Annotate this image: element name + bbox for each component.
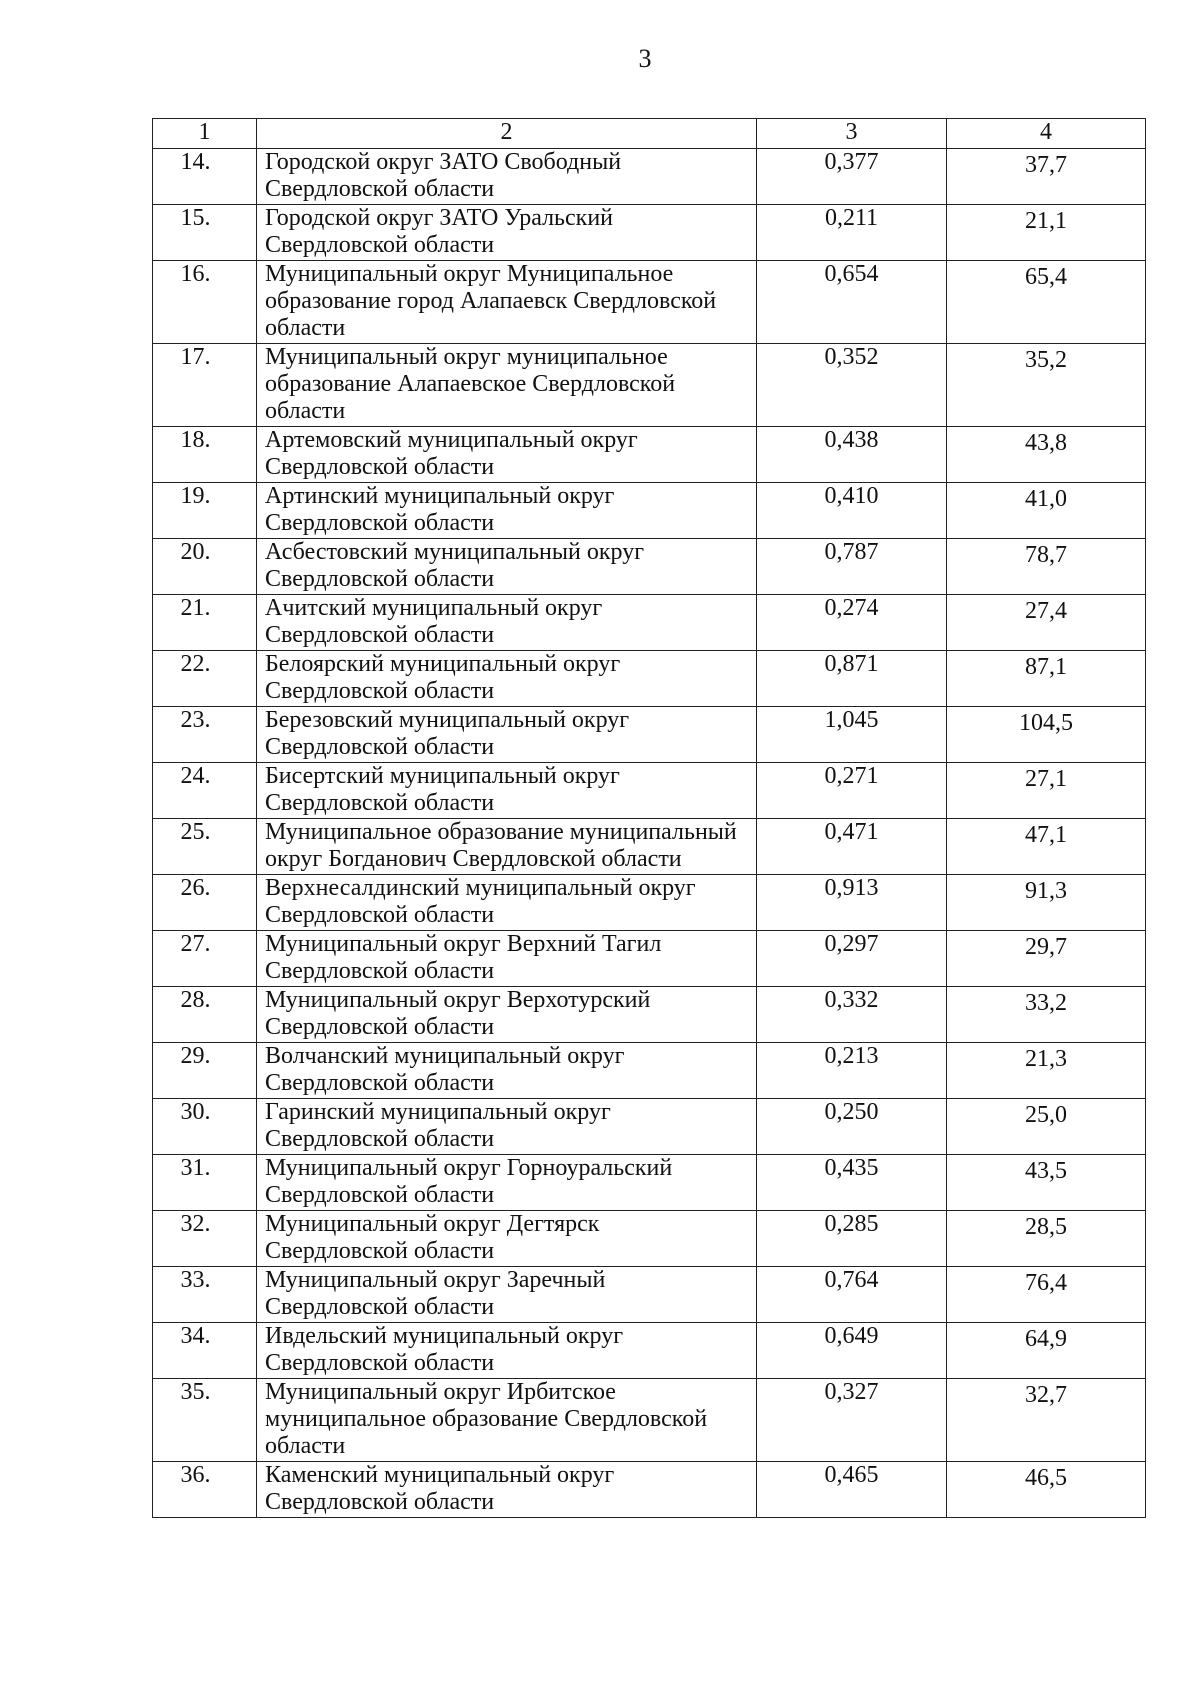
row-number: 21. — [153, 595, 257, 651]
percent-value: 33,2 — [947, 987, 1146, 1043]
coefficient-value: 0,871 — [757, 651, 947, 707]
percent-value: 47,1 — [947, 819, 1146, 875]
coefficient-value: 0,211 — [757, 205, 947, 261]
municipality-name: Муниципальный округ Ирбитское муниципальное образование Свердловской области — [257, 1379, 757, 1462]
row-number: 36. — [153, 1462, 257, 1518]
percent-value: 43,5 — [947, 1155, 1146, 1211]
table-row — [153, 539, 1146, 595]
percent-value: 65,4 — [947, 261, 1146, 344]
table-row — [153, 651, 1146, 707]
row-number: 18. — [153, 427, 257, 483]
municipality-name: Артинский муниципальный округ Свердловской области — [257, 483, 757, 539]
row-number: 20. — [153, 539, 257, 595]
percent-value: 32,7 — [947, 1379, 1146, 1462]
percent-value: 64,9 — [947, 1323, 1146, 1379]
table-body — [153, 119, 1146, 1518]
table-row — [153, 1211, 1146, 1267]
table-row — [153, 149, 1146, 205]
header-cell: 3 — [757, 119, 947, 149]
municipality-name: Каменский муниципальный округ Свердловской области — [257, 1462, 757, 1518]
percent-value: 27,4 — [947, 595, 1146, 651]
municipality-name: Муниципальный округ Дегтярск Свердловской области — [257, 1211, 757, 1267]
coefficient-value: 0,213 — [757, 1043, 947, 1099]
coefficient-value: 0,271 — [757, 763, 947, 819]
table-row — [153, 1043, 1146, 1099]
municipality-name: Ивдельский муниципальный округ Свердловской области — [257, 1323, 757, 1379]
table-row — [153, 875, 1146, 931]
percent-value: 91,3 — [947, 875, 1146, 931]
header-cell: 1 — [153, 119, 257, 149]
table-row — [153, 1099, 1146, 1155]
coefficient-value: 0,332 — [757, 987, 947, 1043]
municipality-name: Муниципальный округ Заречный Свердловской области — [257, 1267, 757, 1323]
table-row — [153, 1462, 1146, 1518]
percent-value: 25,0 — [947, 1099, 1146, 1155]
row-number: 32. — [153, 1211, 257, 1267]
row-number: 25. — [153, 819, 257, 875]
coefficient-value: 0,352 — [757, 344, 947, 427]
municipality-name: Верхнесалдинский муниципальный округ Свердловской области — [257, 875, 757, 931]
table-row — [153, 1267, 1146, 1323]
row-number: 35. — [153, 1379, 257, 1462]
table-row — [153, 1323, 1146, 1379]
percent-value: 27,1 — [947, 763, 1146, 819]
coefficient-value: 0,465 — [757, 1462, 947, 1518]
municipality-name: Белоярский муниципальный округ Свердловской области — [257, 651, 757, 707]
percent-value: 35,2 — [947, 344, 1146, 427]
municipality-name: Асбестовский муниципальный округ Свердловской области — [257, 539, 757, 595]
table-row — [153, 427, 1146, 483]
header-cell: 4 — [947, 119, 1146, 149]
municipality-name: Муниципальное образование муниципальный округ Богданович Свердловской области — [257, 819, 757, 875]
table-header-row — [153, 119, 1146, 149]
row-number: 29. — [153, 1043, 257, 1099]
percent-value: 46,5 — [947, 1462, 1146, 1518]
row-number: 16. — [153, 261, 257, 344]
coefficient-value: 0,377 — [757, 149, 947, 205]
coefficient-value: 1,045 — [757, 707, 947, 763]
percent-value: 21,1 — [947, 205, 1146, 261]
percent-value: 43,8 — [947, 427, 1146, 483]
percent-value: 104,5 — [947, 707, 1146, 763]
table-row — [153, 595, 1146, 651]
row-number: 22. — [153, 651, 257, 707]
percent-value: 37,7 — [947, 149, 1146, 205]
table-row — [153, 1379, 1146, 1462]
row-number: 31. — [153, 1155, 257, 1211]
percent-value: 87,1 — [947, 651, 1146, 707]
row-number: 24. — [153, 763, 257, 819]
row-number: 26. — [153, 875, 257, 931]
row-number: 19. — [153, 483, 257, 539]
coefficient-value: 0,654 — [757, 261, 947, 344]
municipality-name: Муниципальный округ Верхний Тагил Свердловской области — [257, 931, 757, 987]
row-number: 17. — [153, 344, 257, 427]
table-row — [153, 483, 1146, 539]
row-number: 34. — [153, 1323, 257, 1379]
coefficient-value: 0,435 — [757, 1155, 947, 1211]
table-row — [153, 987, 1146, 1043]
percent-value: 41,0 — [947, 483, 1146, 539]
table-row — [153, 205, 1146, 261]
row-number: 14. — [153, 149, 257, 205]
municipality-name: Березовский муниципальный округ Свердловской области — [257, 707, 757, 763]
page-number: 3 — [638, 44, 652, 73]
row-number: 33. — [153, 1267, 257, 1323]
table-row — [153, 707, 1146, 763]
table-row — [153, 261, 1146, 344]
municipality-name: Городской округ ЗАТО Свободный Свердловской области — [257, 149, 757, 205]
coefficient-value: 0,764 — [757, 1267, 947, 1323]
percent-value: 76,4 — [947, 1267, 1146, 1323]
table-row — [153, 1155, 1146, 1211]
coefficient-value: 0,438 — [757, 427, 947, 483]
municipality-name: Волчанский муниципальный округ Свердловской области — [257, 1043, 757, 1099]
percent-value: 28,5 — [947, 1211, 1146, 1267]
municipality-name: Артемовский муниципальный округ Свердловской области — [257, 427, 757, 483]
coefficient-value: 0,787 — [757, 539, 947, 595]
coefficient-value: 0,327 — [757, 1379, 947, 1462]
row-number: 27. — [153, 931, 257, 987]
coefficient-value: 0,649 — [757, 1323, 947, 1379]
table-row — [153, 344, 1146, 427]
percent-value: 29,7 — [947, 931, 1146, 987]
municipality-name: Ачитский муниципальный округ Свердловской области — [257, 595, 757, 651]
municipality-name: Муниципальный округ Муниципальное образование город Алапаевск Свердловской области — [257, 261, 757, 344]
coefficient-value: 0,285 — [757, 1211, 947, 1267]
coefficient-value: 0,250 — [757, 1099, 947, 1155]
row-number: 15. — [153, 205, 257, 261]
table-row — [153, 763, 1146, 819]
row-number: 30. — [153, 1099, 257, 1155]
municipality-name: Муниципальный округ муниципальное образование Алапаевское Свердловской области — [257, 344, 757, 427]
header-cell: 2 — [257, 119, 757, 149]
row-number: 28. — [153, 987, 257, 1043]
coefficient-value: 0,471 — [757, 819, 947, 875]
data-table — [152, 118, 1146, 1518]
percent-value: 21,3 — [947, 1043, 1146, 1099]
municipality-name: Бисертский муниципальный округ Свердловской области — [257, 763, 757, 819]
municipality-name: Муниципальный округ Горноуральский Свердловской области — [257, 1155, 757, 1211]
coefficient-value: 0,410 — [757, 483, 947, 539]
table-row — [153, 819, 1146, 875]
coefficient-value: 0,297 — [757, 931, 947, 987]
table-row — [153, 931, 1146, 987]
municipality-name: Муниципальный округ Верхотурский Свердловской области — [257, 987, 757, 1043]
row-number: 23. — [153, 707, 257, 763]
coefficient-value: 0,913 — [757, 875, 947, 931]
municipality-name: Городской округ ЗАТО Уральский Свердловской области — [257, 205, 757, 261]
percent-value: 78,7 — [947, 539, 1146, 595]
municipality-name: Гаринский муниципальный округ Свердловской области — [257, 1099, 757, 1155]
coefficient-value: 0,274 — [757, 595, 947, 651]
